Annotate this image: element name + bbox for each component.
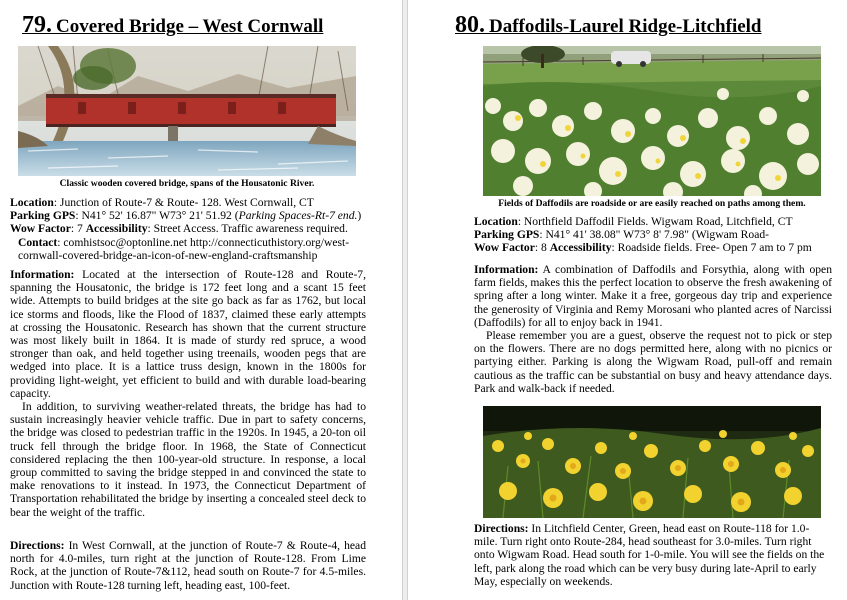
info-paragraph-2: Please remember you are a guest, observe the request not to pick or step on the flowers. There are no dogs permitted here, along with no picnics or partying either. Parking is along the Wigwam Road, pull-off and remain cautious as the traffic can be substantial on busy and heavy attendance days. Park and walk-back if needed.: [474, 329, 832, 395]
entry-title: Daffodils-Laurel Ridge-Litchfield: [489, 16, 762, 37]
page-title-79: [22, 12, 323, 39]
details-block: [10, 196, 382, 262]
photo-caption: Fields of Daffodils are roadside or are easily reached on paths among them.: [498, 198, 806, 209]
wow-line: Wow Factor: 7 Accessibility: Street Access. Traffic awareness required.: [10, 222, 348, 236]
directions-block: [10, 539, 366, 592]
location-line: Location: Junction of Route-7 & Route- 128. West Cornwall, CT: [10, 196, 314, 209]
details-block: [474, 215, 834, 255]
right-page: [408, 0, 847, 600]
directions-paragraph: Directions: In Litchfield Center, Green, head east on Route-118 for 1.0-mile. Turn right onto Route-284, head southeast for 3.0-miles. Turn right onto Wigwam Road. Head south for 1-0-mile. You will see the fields on the left, park along the road which can be very busy during late-April to early May, especially on weekends.: [474, 522, 825, 588]
page-title-80: [455, 12, 762, 39]
left-page: [0, 0, 402, 600]
entry-number: 79.: [22, 12, 52, 38]
info-paragraph-2: In addition, to surviving weather-related threats, the bridge has had to sustain increasingly heavier vehicle traffic. Due in part to safety concerns, the bridge was closed to pedestrian traffic in the 1920s. In 1945, a 20-ton oil truck fell through the bridge floor. In 1968, the State of Connecticut considered replacing the then 100-year-old structure. In response, a local group committed to saving the bridge stepped in and convinced the state to make renovations to it instead. In 1973, the Connecticut Department of Transportation rehabilitated the bridge by inserting a concealed steel deck to bear the weight of the traffic.: [10, 400, 366, 519]
location-line: Location: Northfield Daffodil Fields. Wigwam Road, Litchfield, CT: [474, 215, 793, 228]
information-block: [474, 263, 832, 395]
daffodil-closeup-photo: [483, 406, 821, 518]
photo-caption: Classic wooden covered bridge, spans of the Housatonic River.: [59, 178, 315, 189]
info-paragraph-1: Information: Located at the intersection of Route-128 and Route-7, spanning the Housatonic, the bridge is 172 feet long and a scant 15 feet wide. Attempts to build bridges at the site go back as far as 1762, but local ice storms and floods, like the Flood of 1837, claimed these early attempts at crossing the Housatonic. Research has shown that the current structure was most likely built in 1864. It is made of sturdy red spruce, a wood stronger than oak, and held together using treenails, wooden pegs that are wedged into place. It is a lattice truss design, known in the 1800s for providing light-weight, yet efficient to build and with durable load-bearing capacity.: [10, 268, 366, 400]
entry-number: 80.: [455, 12, 485, 38]
contact-line: Contact: comhistsoc@optonline.net http://connecticuthistory.org/west-cornwall-covered-bridge-an-icon-of-new-england-craftsmanship: [18, 235, 350, 262]
info-paragraph-1: Information: A combination of Daffodils and Forsythia, along with open farm fields, makes this the perfect location to observe the fresh awakening of spring after a long winter. Make it a free, gorgeous day trip and experience the generosity of Virginia and Remy Morosani who planted acres of Narcissi (Daffodils) for all to enjoy back in 1941.: [474, 263, 832, 329]
wow-line: Wow Factor: 8 Accessibility: Roadside fields. Free- Open 7 am to 7 pm: [474, 241, 812, 255]
entry-title: Covered Bridge – West Cornwall: [56, 16, 324, 37]
gps-line: Parking GPS: N41° 41' 38.08" W73° 8' 7.98" (Wigwam Road-: [474, 228, 770, 242]
directions-block: [474, 522, 832, 588]
information-block: [10, 268, 366, 519]
gps-line: Parking GPS: N41° 52' 16.87" W73° 21' 51.92 (Parking Spaces-Rt-7 end.): [10, 209, 362, 223]
directions-paragraph: Directions: In West Cornwall, at the junction of Route-7 & Route-4, head north for 4.0-miles, turn right at the junction of Route-128. From Lime Rock, at the junction of Route-7&112, head south on Route-7 for 4.5-miles. Junction with Route-128 turning left, heading east, 100-feet.: [10, 539, 366, 592]
covered-bridge-photo: [18, 46, 356, 176]
daffodil-field-photo: [483, 46, 821, 196]
